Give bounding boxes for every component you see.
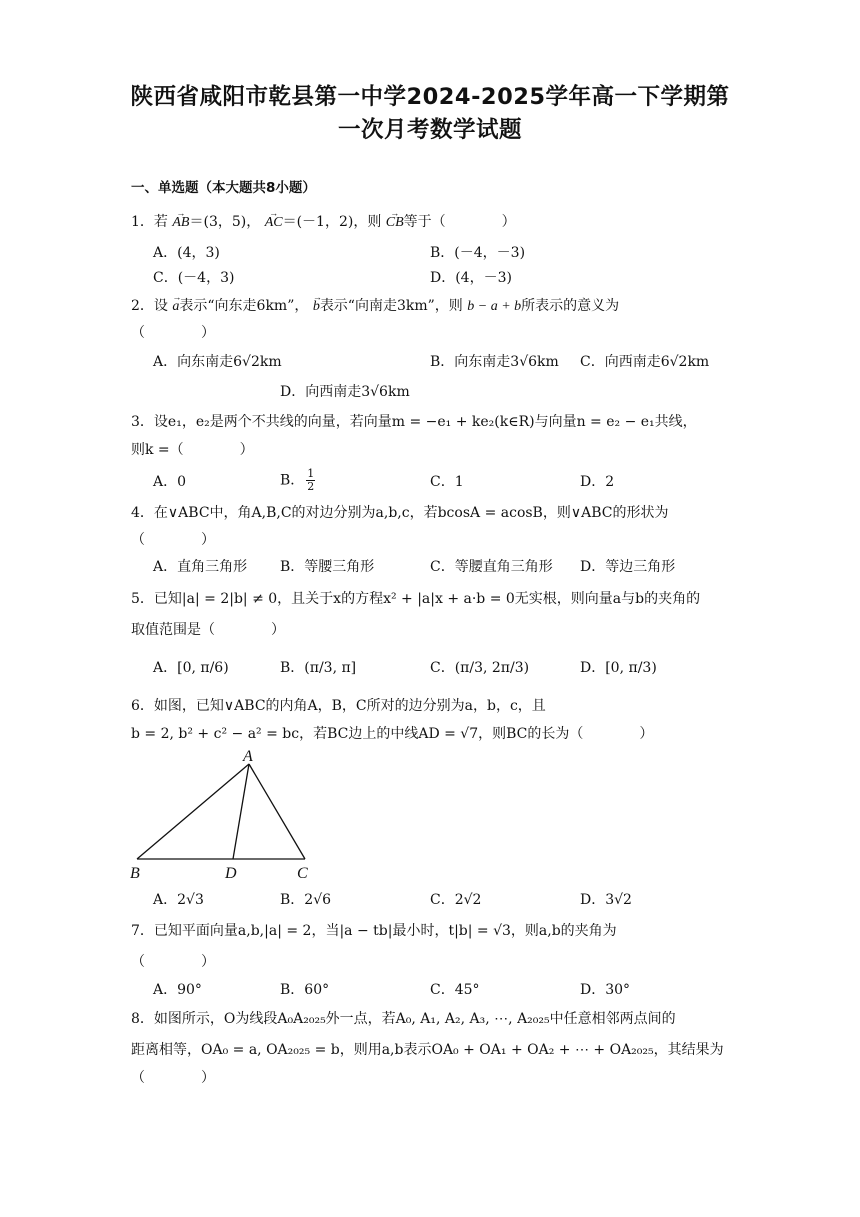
question-8-stem xyxy=(131,1009,676,1029)
q8-answer-paren: （ ） xyxy=(131,1070,215,1086)
q6-option-d: D．3√2 xyxy=(580,892,632,908)
q2-option-d: D．向西南走3√6km xyxy=(280,384,410,400)
vector-ab: → AB xyxy=(172,213,189,233)
question-number: 7． xyxy=(131,923,154,939)
q5-option-c: C．(π/3, 2π/3) xyxy=(430,660,530,676)
denominator: 2 xyxy=(307,480,315,493)
q6-option-b: B．2√6 xyxy=(280,892,332,908)
q6-option-a: A．2√3 xyxy=(153,892,204,908)
q4-option-d: D．等边三角形 xyxy=(580,559,676,575)
q2-option-c: C．向西南走6√2km xyxy=(580,354,710,370)
q2-text-a: 设 xyxy=(153,298,168,314)
q8-stem-line-2: 距离相等，OA₀ = a, OA₂₀₂₅ = b，则用a,b表示OA₀ + OA₁ + OA₂ + ⋯ + OA₂₀₂₅，其结果为 xyxy=(131,1042,724,1058)
q4-option-c: C．等腰直角三角形 xyxy=(430,559,553,575)
label-c: C xyxy=(297,865,308,882)
vector-b: → b xyxy=(313,297,320,317)
q2-option-b: B．向东南走3√6km xyxy=(430,354,559,370)
q1-option-d: D．(4，－3) xyxy=(430,270,512,286)
label-d: D xyxy=(225,865,237,882)
q1-option-b: B．(－4，－3) xyxy=(430,245,526,261)
q1-option-a: A．(4，3) xyxy=(153,245,220,261)
q1-option-c: C．(－4，3) xyxy=(153,270,235,286)
vector-ac: → AC xyxy=(265,213,283,233)
q6-option-c: C．2√2 xyxy=(430,892,482,908)
q7-option-b: B．60° xyxy=(280,982,330,998)
q5-stem-line-2: 取值范围是（ ） xyxy=(131,622,285,638)
question-number: 2． xyxy=(131,298,154,314)
question-6-stem xyxy=(131,696,546,716)
q3-option-a: A．0 xyxy=(153,474,187,490)
segment-ac xyxy=(249,764,305,859)
q2-option-a: A．向东南走6√2km xyxy=(153,354,282,370)
q2-expression: b − a + b xyxy=(467,299,522,314)
question-number: 3． xyxy=(131,414,154,430)
q1-text-b: ＝(3，5)， xyxy=(189,214,261,230)
q3-option-c: C．1 xyxy=(430,474,464,490)
question-number: 5． xyxy=(131,591,154,607)
page-title-line-1: 陕西省咸阳市乾县第一中学2024-2025学年高一下学期第 xyxy=(130,84,730,110)
q7-option-d: D．30° xyxy=(580,982,631,998)
q2-text-c: 表示“向南走3km”，则 xyxy=(319,298,463,314)
q4-text: 在∨ABC中，角A,B,C的对边分别为a,b,c，若bcosA = acosB，则∨ABC的形状为 xyxy=(153,505,669,521)
question-2-stem xyxy=(131,296,619,317)
q6-text: 如图，已知∨ABC的内角A，B，C所对的边分别为a，b，c，且 xyxy=(153,698,546,714)
q5-text: 已知|a| = 2|b| ≠ 0，且关于x的方程x² + |a|x + a·b = 0无实根，则向量a与b的夹角的 xyxy=(153,591,701,607)
question-number: 4． xyxy=(131,505,154,521)
q4-answer-paren: （ ） xyxy=(131,532,215,548)
q2-answer-paren: （ ） xyxy=(131,325,215,341)
question-1-stem xyxy=(131,212,516,233)
label-b: B xyxy=(130,865,140,882)
question-number: 6． xyxy=(131,698,154,714)
triangle-figure xyxy=(126,748,326,883)
question-number: 8． xyxy=(131,1011,154,1027)
question-number: 1． xyxy=(131,214,154,230)
q8-text: 如图所示，O为线段A₀A₂₀₂₅外一点，若A₀, A₁, A₂, A₃, ⋯, A₂₀₂₅中任意相邻两点间的 xyxy=(153,1011,676,1027)
q1-text-a: 若 xyxy=(153,214,168,230)
q5-option-b: B．(π/3, π] xyxy=(280,660,357,676)
q3-text: 设e₁，e₂是两个不共线的向量，若向量m = −e₁ + ke₂(k∈R)与向量n = e₂ − e₁共线， xyxy=(153,414,697,430)
q6-stem-line-2: b = 2, b² + c² − a² = bc，若BC边上的中线AD = √7，则BC的长为（ ） xyxy=(131,726,654,742)
question-4-stem xyxy=(131,503,668,523)
question-5-stem xyxy=(131,589,700,609)
q5-option-a: A．[0, π/6) xyxy=(153,660,229,676)
question-7-stem xyxy=(131,921,617,941)
q7-option-c: C．45° xyxy=(430,982,480,998)
q1-text-c: ＝(－1，2)，则 xyxy=(282,214,382,230)
section-heading: 一、单选题（本大题共8小题） xyxy=(131,180,316,196)
q5-option-d: D．[0, π/3) xyxy=(580,660,657,676)
numerator: 1 xyxy=(307,467,315,480)
q7-answer-paren: （ ） xyxy=(131,954,215,970)
q3-option-b xyxy=(280,468,317,493)
q3-stem-line-2: 则k =（ ） xyxy=(131,442,254,458)
q3-option-b-label: B． xyxy=(280,472,305,489)
q1-text-d: 等于（ ） xyxy=(403,214,516,230)
segment-ad xyxy=(233,764,249,859)
question-3-stem xyxy=(131,412,697,432)
q3-option-d: D．2 xyxy=(580,474,615,490)
q2-text-d: 所表示的意义为 xyxy=(521,298,620,314)
q2-text-b: 表示“向东走6km”， xyxy=(179,298,309,314)
page-title-line-2: 一次月考数学试题 xyxy=(337,117,522,143)
q4-option-b: B．等腰三角形 xyxy=(280,559,375,575)
q7-option-a: A．90° xyxy=(153,982,202,998)
vector-a: → a xyxy=(172,297,179,317)
label-a: A xyxy=(243,748,253,765)
q4-option-a: A．直角三角形 xyxy=(153,559,248,575)
fraction xyxy=(306,468,315,493)
vector-cb: → CB xyxy=(386,213,404,233)
segment-ab xyxy=(137,764,249,859)
q7-text: 已知平面向量a,b,|a| = 2，当|a − tb|最小时，t|b| = √3，则a,b的夹角为 xyxy=(153,923,617,939)
